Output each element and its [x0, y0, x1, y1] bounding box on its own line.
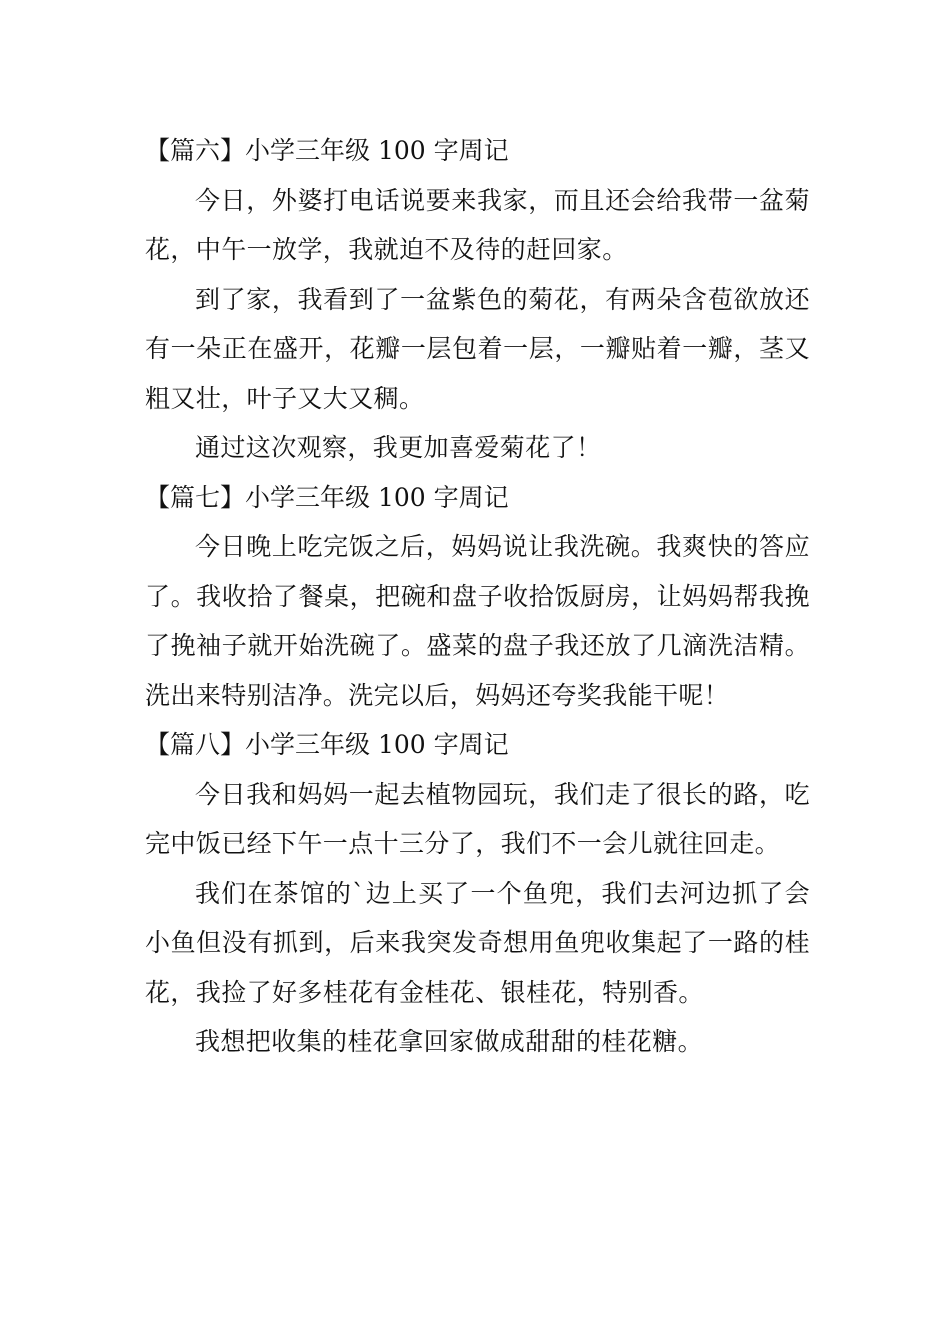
paragraph: 我想把收集的桂花拿回家做成甜甜的桂花糖。 [195, 1027, 704, 1056]
paragraph: 我们在茶馆的`边上买了一个鱼兜，我们去河边抓了会小鱼但没有抓到，后来我突发奇想用鱼兜收集起了一路的桂花，我捡了好多桂花有金桂花、银桂花，特别香。 [145, 878, 810, 1007]
section-heading: 【篇六】小学三年级 100 字周记 [145, 136, 509, 165]
section-heading: 【篇八】小学三年级 100 字周记 [145, 730, 509, 759]
section-6 [145, 126, 810, 473]
section-8 [145, 720, 810, 1067]
paragraph: 今日晚上吃完饭之后，妈妈说让我洗碗。我爽快的答应了。我收拾了餐桌，把碗和盘子收拾饭厨房，让妈妈帮我挽了挽袖子就开始洗碗了。盛菜的盘子我还放了几滴洗洁精。洗出来特别洁净。洗完以后，妈妈还夸奖我能干呢！ [145, 532, 810, 710]
paragraph: 今日，外婆打电话说要来我家，而且还会给我带一盆菊花，中午一放学，我就迫不及待的赶回家。 [145, 185, 810, 264]
section-7 [145, 473, 810, 721]
paragraph: 通过这次观察，我更加喜爱菊花了！ [195, 433, 602, 462]
section-heading: 【篇七】小学三年级 100 字周记 [145, 482, 509, 512]
paragraph: 今日我和妈妈一起去植物园玩，我们走了很长的路，吃完中饭已经下午一点十三分了，我们不一会儿就往回走。 [145, 779, 810, 858]
document-body [145, 126, 810, 1067]
paragraph: 到了家，我看到了一盆紫色的菊花，有两朵含苞欲放还有一朵正在盛开，花瓣一层包着一层，一瓣贴着一瓣，茎又粗又壮，叶子又大又稠。 [145, 284, 810, 413]
